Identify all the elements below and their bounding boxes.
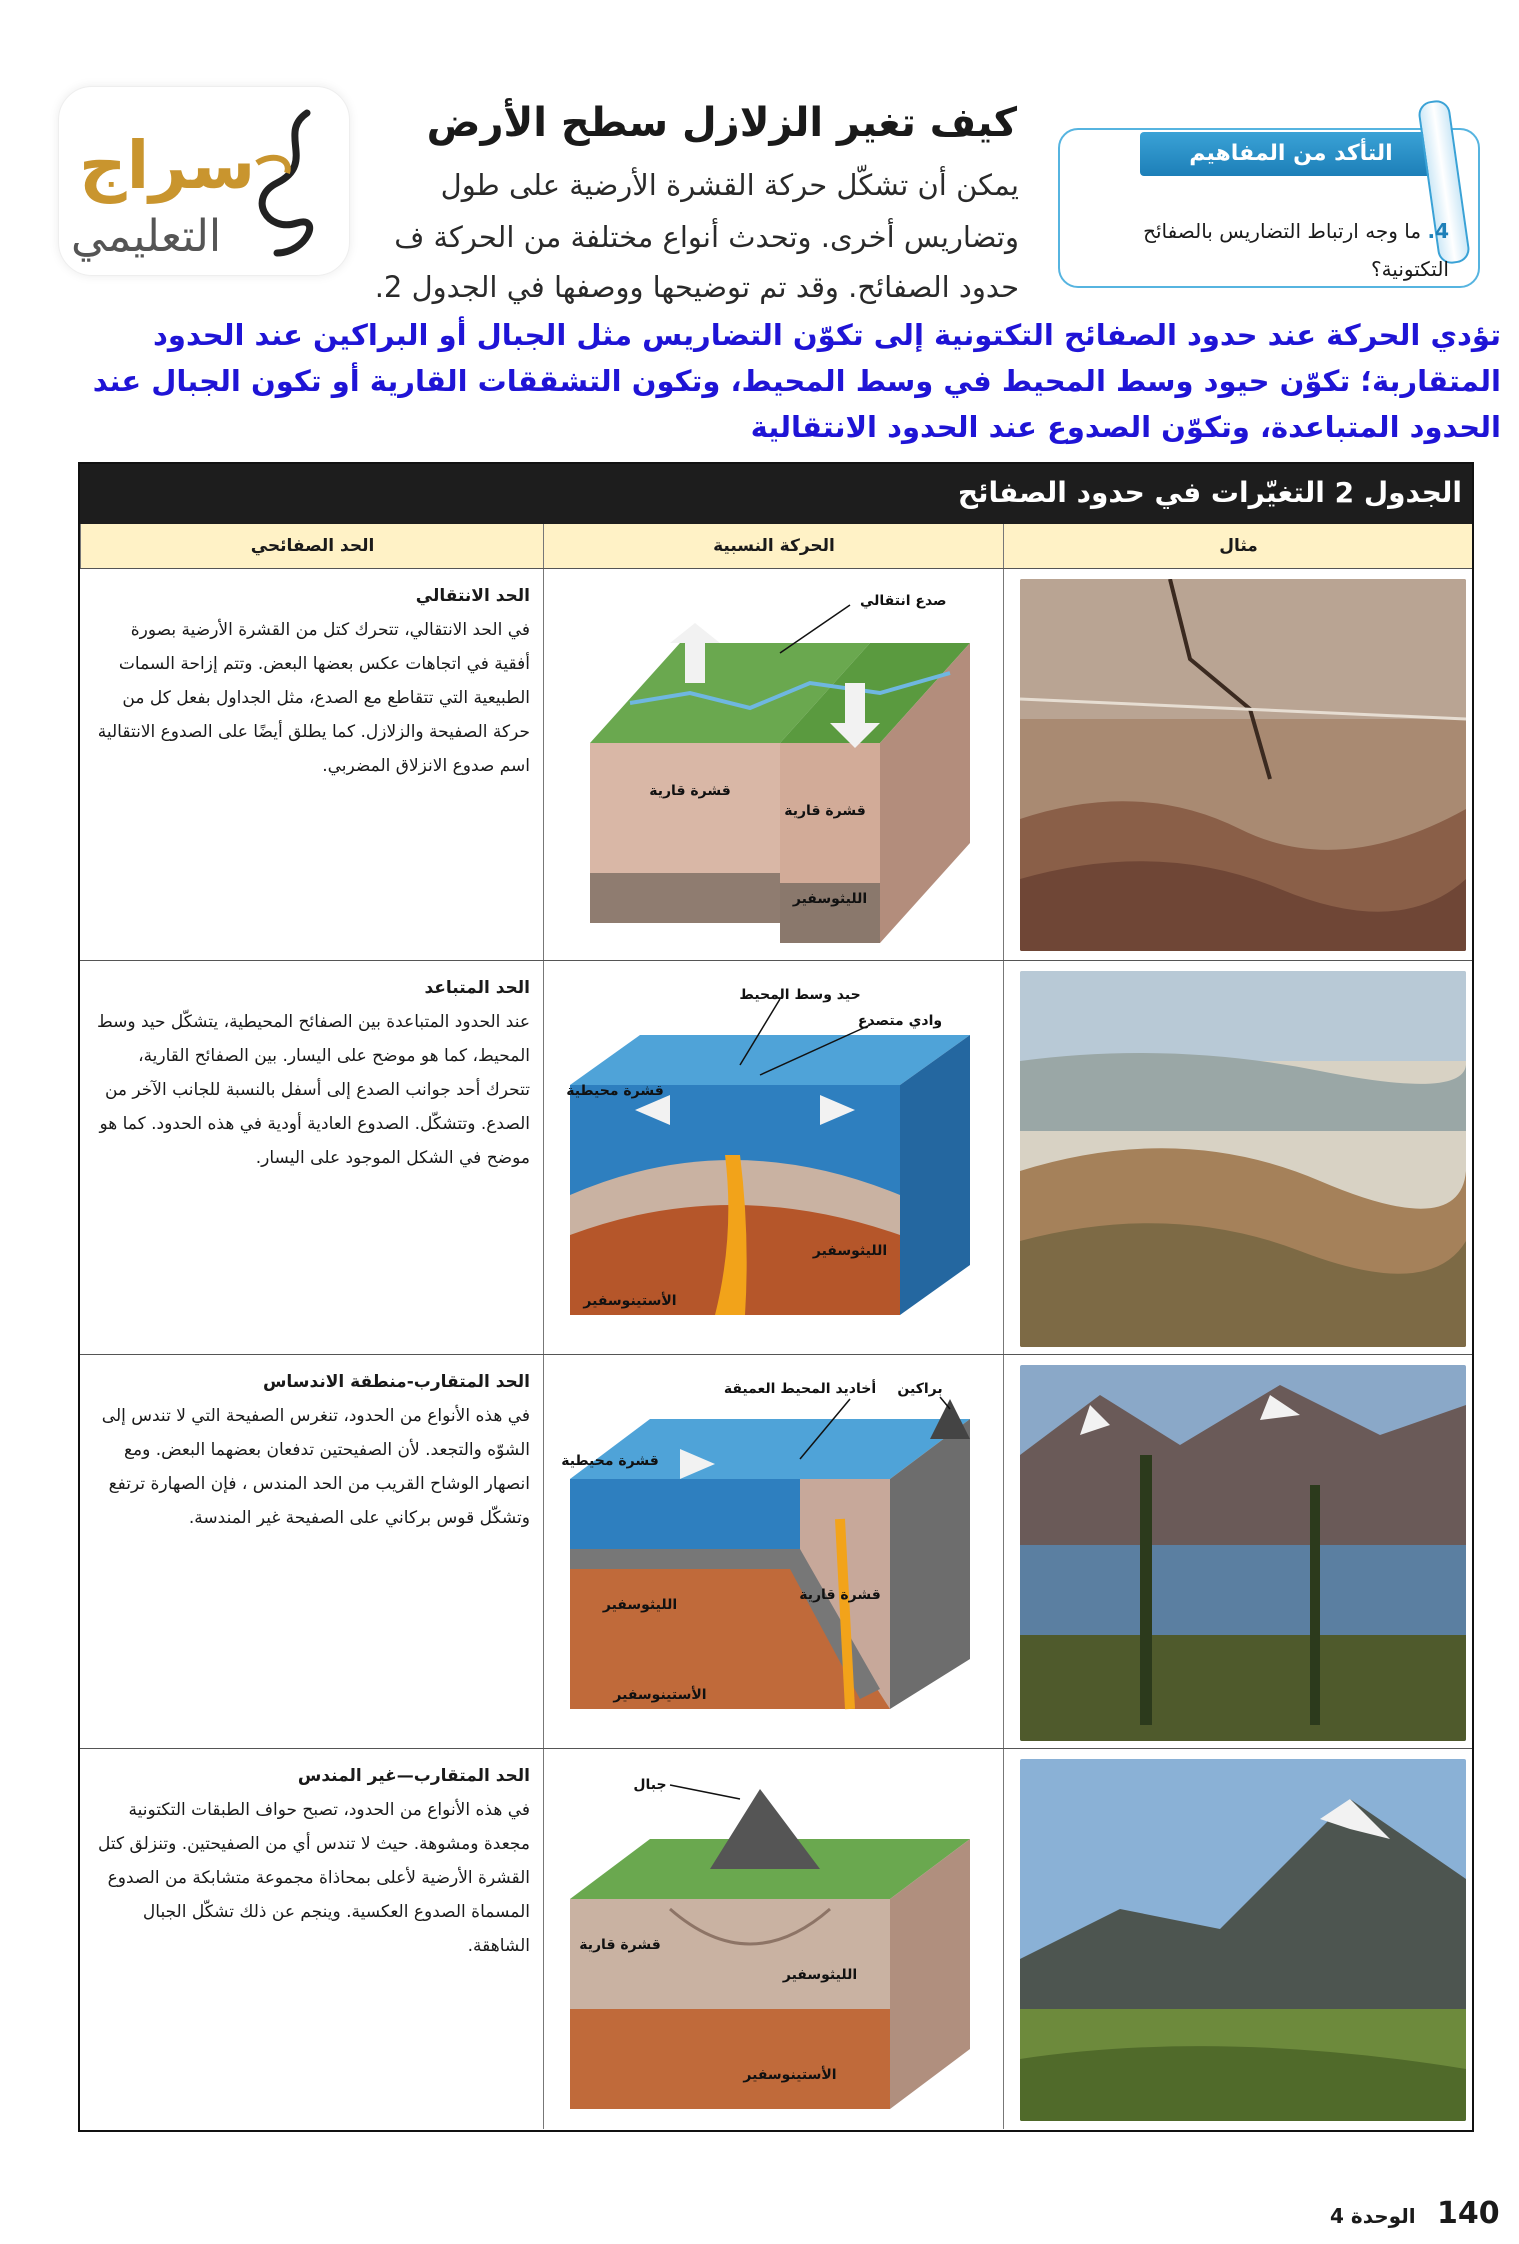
header-motion: الحركة النسبية <box>543 524 1004 568</box>
divergent-example-photo <box>1020 971 1466 1347</box>
table-row-collision <box>80 1748 1472 2129</box>
concept-question <box>1089 212 1449 288</box>
header-example: مثال <box>1003 524 1473 568</box>
label-continental-crust: قشرة قارية <box>799 1587 881 1603</box>
header-boundary: الحد الصفائحي <box>80 524 544 568</box>
answer-line: المتقاربة؛ تكوّن حيود وسط المحيط في وسط المحيط، وتكون التشققات القارية أو تكون الجبال عند <box>92 364 1501 398</box>
label-volcanoes: براكين <box>897 1381 943 1397</box>
label-ridge: حيد وسط المحيط <box>739 987 861 1003</box>
row-description <box>90 971 530 1175</box>
row-description <box>90 579 530 783</box>
label-rift-valley: وادي متصدع <box>857 1013 943 1029</box>
plate-boundaries-table <box>78 462 1474 2132</box>
intro-line: وتضاريس أخرى. وتحدث أنواع مختلفة من الحركة ف <box>394 220 1019 254</box>
question-number: 4. <box>1427 219 1449 243</box>
row-title: الحد الانتقالي <box>415 586 530 606</box>
answer-line: تؤدي الحركة عند حدود الصفائح التكتونية إلى تكوّن التضاريس مثل الجبال أو البراكين عند الحدود <box>153 318 1501 352</box>
question-text: ما وجه ارتباط التضاريس بالصفائح التكتونية؟ <box>1143 219 1449 281</box>
table-row-divergent <box>80 960 1472 1355</box>
table-header-row <box>80 524 1472 569</box>
page-number: 140 <box>1437 2196 1500 2231</box>
concept-check-banner: التأكد من المفاهيم الأساسية <box>1140 132 1442 176</box>
label-lithosphere: الليثوسفير <box>782 1967 858 1983</box>
label-continental-crust: قشرة قارية <box>579 1937 661 1953</box>
intro-line: يمكن أن تشكّل حركة القشرة الأرضية على طول <box>440 168 1019 202</box>
logo <box>58 86 350 276</box>
answer-line: الحدود المتباعدة، وتكوّن الصدوع عند الحدود الانتقالية <box>750 410 1501 444</box>
row-description <box>90 1759 530 1963</box>
table-row-subduction <box>80 1354 1472 1749</box>
row-text: في هذه الأنواع من الحدود، تنغرس الصفيحة التي لا تندس إلى الشوّه والتجعد. لأن الصفيحتين تدفعان بعضهما البعض. ومع انصهار الوشاح القريب من الحد المندس ، فإن الصهارة ترتفع وتشكّل قوس بركاني على الصفيحة غير المندسة. <box>101 1406 530 1528</box>
collision-example-photo <box>1020 1759 1466 2121</box>
label-asthenosphere: الأستينوسفير <box>743 2067 837 2083</box>
label-oceanic-crust: قشرة محيطية <box>561 1453 659 1469</box>
intro-line: حدود الصفائح. وقد تم توضيحها ووصفها في الجدول 2. <box>374 270 1019 304</box>
row-title: الحد المتقارب-منطقة الاندساس <box>262 1372 530 1392</box>
transform-example-photo <box>1020 579 1466 951</box>
row-title: الحد المتقارب—غير المندس <box>297 1766 530 1786</box>
table-title: الجدول 2 التغيّرات في حدود الصفائح <box>957 476 1462 509</box>
calligraphy-icon <box>237 103 341 263</box>
label-lithosphere: الليثوسفير <box>792 891 868 907</box>
label-lithosphere: الليثوسفير <box>602 1597 678 1613</box>
logo-word-taalimi: التعليمي <box>71 211 222 262</box>
table-title-bar <box>80 464 1472 524</box>
row-text: عند الحدود المتباعدة بين الصفائح المحيطية، يتشكّل حيد وسط المحيط، كما هو موضح على اليسار. بين الصفائح القارية، تتحرك أحد جوانب الصدع إلى أسفل بالنسبة للجانب الآخر من الصدع. وتتشكّل. الصدوع العادية أودية في هذه الحدود. كما هو موضح في الشكل الموجود على اليسار. <box>96 1012 530 1168</box>
label-oceanic-crust: قشرة محيطية <box>566 1083 664 1099</box>
label-asthenosphere: الأستينوسفير <box>613 1687 707 1703</box>
unit-label: الوحدة 4 <box>1330 2204 1416 2228</box>
row-text: في هذه الأنواع من الحدود، تصبح حواف الطبقات التكتونية مجعدة ومشوهة. حيث لا تندس أي من الصفيحتين. وتنزلق كتل القشرة الأرضية لأعلى بمحاذاة مجموعة متشابكة من الصدوع المسماة الصدوع العكسية. وينجم عن ذلك تشكّل الجبال الشاهقة. <box>98 1800 530 1956</box>
label-mountains: جبال <box>633 1777 667 1793</box>
transform-boundary-diagram <box>550 583 990 951</box>
page-title: كيف تغير الزلازل سطح الأرض <box>426 100 1017 146</box>
label-fault: صدع انتقالي <box>860 593 947 609</box>
divergent-boundary-diagram <box>550 975 990 1343</box>
label-crust-a: قشرة قارية <box>649 783 731 799</box>
logo-word-siraj: سراج <box>79 127 256 204</box>
table-row-transform <box>80 568 1472 961</box>
label-ocean-trench: أخاديد المحيط العميقة <box>723 1381 877 1397</box>
row-text: في الحد الانتقالي، تتحرك كتل من القشرة الأرضية بصورة أفقية في اتجاهات عكس بعضها البعض. وتتم إزاحة السمات الطبيعية التي تتقاطع مع الصدع، مثل الجداول بفعل كل من حركة الصفيحة والزلازل. كما يطلق أيضًا على الصدوع الانتقالية اسم صدوع الانزلاق المضربي. <box>97 620 530 776</box>
subduction-example-photo <box>1020 1365 1466 1741</box>
collision-boundary-diagram <box>550 1759 990 2119</box>
label-asthenosphere: الأستينوسفير <box>583 1293 677 1309</box>
row-description <box>90 1365 530 1535</box>
subduction-boundary-diagram <box>550 1369 990 1737</box>
label-crust-b: قشرة قارية <box>784 803 866 819</box>
label-lithosphere: الليثوسفير <box>812 1243 888 1259</box>
row-title: الحد المتباعد <box>424 978 530 998</box>
